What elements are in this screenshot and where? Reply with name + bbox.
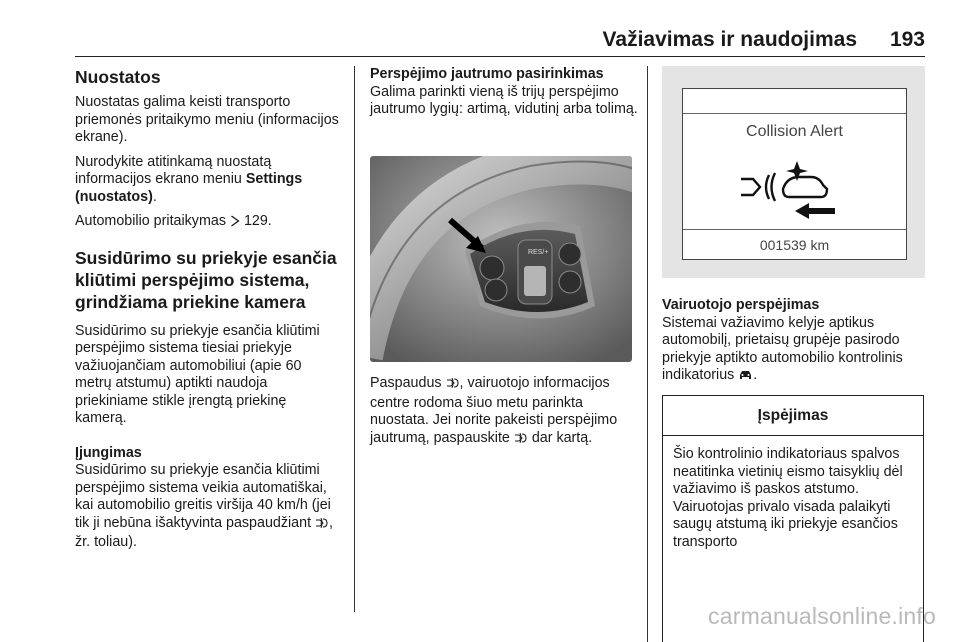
text-span: . [152, 188, 157, 205]
display-bottom-rule [683, 229, 906, 230]
warning-text: Šio kontrolinio indikatoriaus spalvos neatitinka vietinių eismo taisyklių dėl važiavimo iš paskos atstumo. Vairuotojas privalo visada palaikyti saugų atstumą iki priekyje esančios transporto [673, 446, 903, 550]
paragraph-press-button [370, 375, 638, 449]
collision-alert-display-illustration [662, 66, 925, 278]
subheading-sensitivity: Perspėjimo jautrumo pasirinkimas [370, 66, 604, 82]
column-divider-right [647, 66, 648, 642]
text-span: dar kartą. [527, 429, 593, 446]
text-span: . [753, 367, 758, 383]
paragraph-settings-menu [75, 154, 340, 207]
text-span: Paspaudus [370, 375, 446, 391]
paragraph-collision-description: Susidūrimo su priekyje esančia kliūtimi perspėjimo sistema tiesiai priekyje važiuojančiam automobiliui (apie 60 metrų atstumu) aptikti naudoja priekiniame stikle įrengtą priekinę kamerą. [75, 322, 320, 426]
page-reference-icon [230, 215, 240, 233]
display-screen [682, 88, 907, 260]
section-heading-settings: Nuostatos [75, 67, 161, 87]
settings-menu-label: Settings (nuostatos) [75, 171, 303, 205]
paragraph-customization-ref [75, 213, 340, 233]
display-top-rule [683, 113, 906, 114]
text-span: Automobilio pritaikymas [75, 213, 230, 229]
reference-page[interactable]: 129. [243, 213, 272, 229]
wheel-button-label: RES/+ [528, 249, 549, 256]
display-odometer: 001539 km [759, 237, 830, 253]
middle-column [370, 66, 638, 119]
display-title: Collision Alert [746, 123, 843, 140]
paragraph-sensitivity-levels: Galima parinkti vieną iš trijų perspėjimo jautrumo lygių: artimą, vidutinį arba tolimą. [370, 83, 638, 117]
text-span: Sistemai važiavimo kelyje aptikus automobilį, prietaisų grupėje pasirodo priekyje aptikto automobilio kontrolinis indikatorius [662, 314, 903, 383]
watermark: carmanualsonline.info [708, 603, 936, 629]
vehicle-ahead-icon [738, 369, 753, 387]
header-rule [75, 56, 925, 57]
column-divider-left [354, 66, 355, 612]
text-span: , žr. toliau). [75, 514, 334, 550]
chapter-title: Važiavimas ir naudojimas [602, 28, 857, 51]
right-column [662, 297, 928, 387]
follow-distance-button-icon [315, 517, 329, 535]
page-header [75, 28, 925, 54]
left-column [75, 66, 340, 552]
follow-distance-button-icon [446, 377, 460, 395]
steering-wheel-illustration [370, 156, 632, 362]
paragraph-activation [75, 462, 340, 552]
text-span: Susidūrimo su priekyje esančia kliūtimi perspėjimo sistema veikia automatiškai, kai automobilio greitis viršija 40 km/h (jei tik ji nebūna išaktyvinta paspaudžiant [75, 462, 331, 531]
page-number: 193 [889, 28, 925, 51]
paragraph-settings-intro: Nuostatas galima keisti transporto priemonės pritaikymo meniu (informacijos ekrane). [75, 94, 339, 145]
subheading-activation: Įjungimas [75, 444, 142, 461]
follow-distance-button-icon [514, 432, 528, 450]
paragraph-driver-alert [662, 315, 928, 387]
middle-column-lower [370, 375, 638, 449]
text-span: Nurodykite atitinkamą nuostatą informacijos ekrano meniu [75, 153, 272, 187]
subheading-driver-alert: Vairuotojo perspėjimas [662, 297, 820, 313]
collision-warning-icon [735, 159, 855, 219]
text-span: , vairuotojo informacijos centre rodoma šiuo metu parinkta nuostata. Jei norite pakeisti perspėjimo jautrumą, paspauskite [370, 375, 618, 446]
warning-title: Įspėjimas [663, 396, 923, 436]
section-heading-collision-alert: Susidūrimo su priekyje esančia kliūtimi perspėjimo sistema, grindžiama priekine kamera [75, 247, 337, 312]
